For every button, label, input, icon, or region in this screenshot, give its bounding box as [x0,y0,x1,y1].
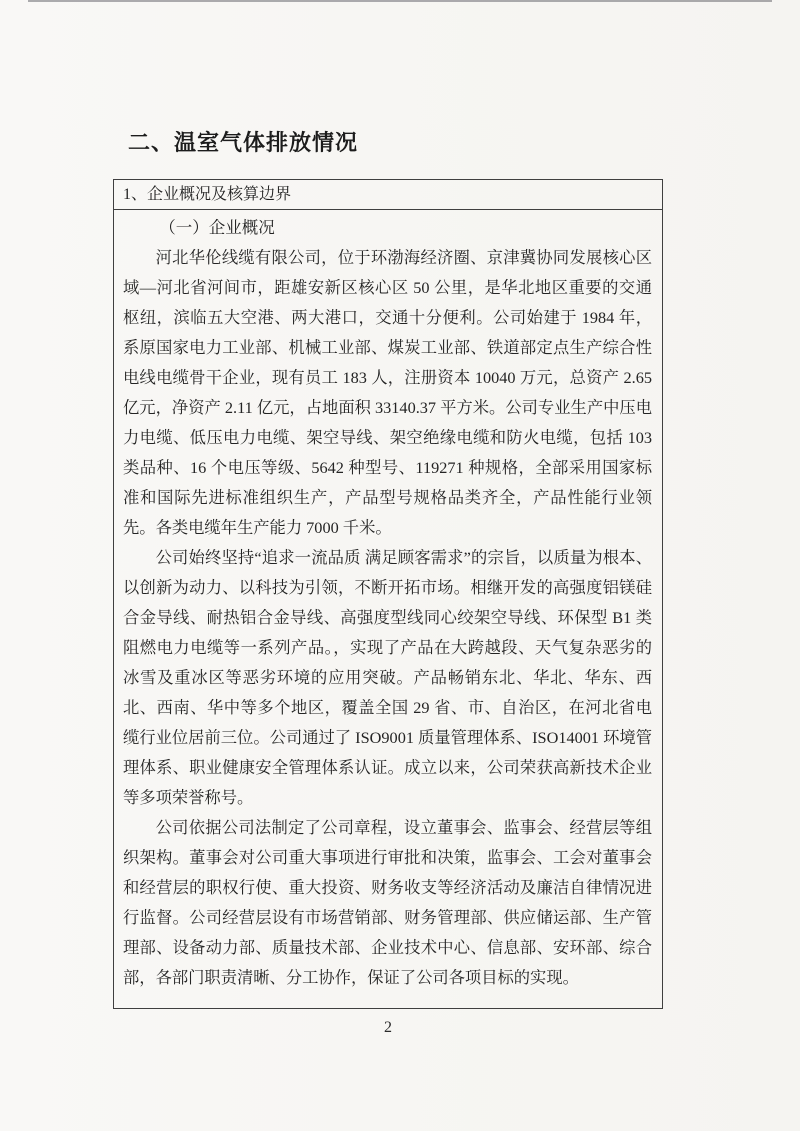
page-title: 二、温室气体排放情况 [128,130,359,155]
paragraph-governance: 公司依据公司法制定了公司章程，设立董事会、监事会、经营层等组织架构。董事会对公司重大事项进行审批和决策，监事会、工会对董事会和经营层的职权行使、重大投资、财务收支等经济活动及廉洁自律情况进行监督。公司经营层设有市场营销部、财务管理部、供应储运部、生产管理部、设备动力部、质量技术部、企业技术中心、信息部、安环部、综合部，各部门职责清晰、分工协作，保证了公司各项目标的实现。 [123,818,652,987]
paragraph-company-intro: 河北华伦线缆有限公司，位于环渤海经济圈、京津冀协同发展核心区域—河北省河间市，距雄安新区核心区 50 公里，是华北地区重要的交通枢纽，滨临五大空港、两大港口，交通十分便利。公司始建于 1984 年，系原国家电力工业部、机械工业部、煤炭工业部、铁道部定点生产综合性电线电缆骨干企业，现有员工 183 人，注册资本 10040 万元，总资产 2.65 亿元，净资产 2.11 亿元，占地面积 33140.37 平方米。公司专业生产中压电力电缆、低压电力电缆、架空导线、架空绝缘电缆和防火电缆，包括 103 类品种、16 个电压等级、5642 种型号、119271 种规格，全部采用国家标准和国际先进标准组织生产，产品型号规格品类齐全，产品性能行业领先。各类电缆年生产能力 7000 千米。 [123,248,652,537]
section-table [113,179,663,1009]
paragraph-products-quality: 公司始终坚持“追求一流品质 满足顾客需求”的宗旨，以质量为根本、以创新为动力、以科技为引领，不断开拓市场。相继开发的高强度铝镁硅合金导线、耐热铝合金导线、高强度型线同心绞架空导线、环保型 B1 类阻燃电力电缆等一系列产品。，实现了产品在大跨越段、天气复杂恶劣的冰雪及重冰区等恶劣环境的应用突破。产品畅销东北、华北、华东、西北、西南、华中等多个地区，覆盖全国 29 省、市、自治区，在河北省电缆行业位居前三位。公司通过了 ISO9001 质量管理体系、ISO14001 环境管理体系、职业健康安全管理体系认证。成立以来，公司荣获高新技术企业等多项荣誉称号。 [123,548,652,807]
section-header: 1、企业概况及核算边界 [114,180,662,210]
section-body [114,210,662,993]
scan-edge-artifact [28,0,772,2]
page-number: 2 [384,1019,392,1036]
subsection-heading: （一）企业概况 [159,218,275,237]
